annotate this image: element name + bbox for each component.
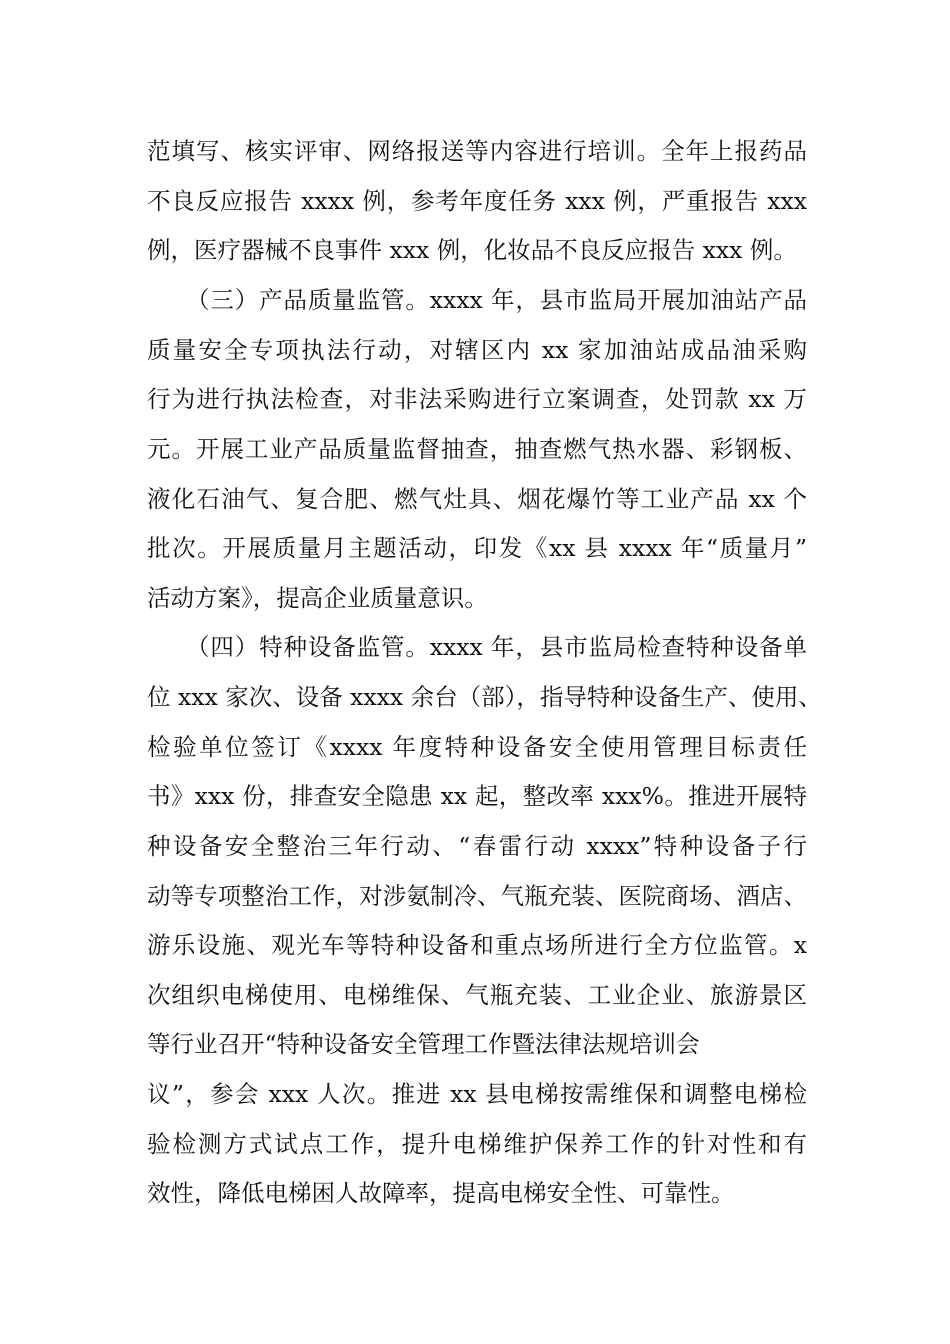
text-line: 验检测方式试点工作，提升电梯维护保养工作的针对性和有: [147, 1130, 807, 1158]
text-line: 游乐设施、观光车等特种设备和重点场所进行全方位监管。x: [147, 931, 807, 959]
text-line: 活动方案》，提高企业质量意识。: [147, 584, 488, 612]
text-line: 行为进行执法检查，对非法采购进行立案调查，处罚款 xx 万: [147, 385, 807, 413]
text-line: 次组织电梯使用、电梯维保、气瓶充装、工业企业、旅游景区: [147, 981, 807, 1009]
text-line: 不良反应报告 xxxx 例，参考年度任务 xxx 例，严重报告 xxx: [147, 187, 807, 215]
text-line: 动等专项整治工作，对涉氨制冷、气瓶充装、医院商场、酒店、: [147, 882, 807, 910]
text-line: 位 xxx 家次、设备 xxxx 余台（部），指导特种设备生产、使用、: [147, 683, 822, 711]
text-line: 种设备安全整治三年行动、“春雷行动 xxxx”特种设备子行: [147, 832, 807, 860]
section-heading-line: （三）产品质量监管。xxxx 年，县市监局开展加油站产品: [186, 286, 807, 314]
text-line: 检验单位签订《xxxx 年度特种设备安全使用管理目标责任: [147, 733, 807, 761]
section-heading-line: （四）特种设备监管。xxxx 年，县市监局检查特种设备单: [186, 633, 807, 661]
text-line: 液化石油气、复合肥、燃气灶具、烟花爆竹等工业产品 xx 个: [147, 485, 807, 513]
text-line: 书》xxx 份，排查安全隐患 xx 起，整改率 xxx%。推进开展特: [147, 782, 807, 810]
text-line: 例，医疗器械不良事件 xxx 例，化妆品不良反应报告 xxx 例。: [147, 236, 797, 264]
text-line: 质量安全专项执法行动，对辖区内 xx 家加油站成品油采购: [147, 336, 807, 364]
text-line: 范填写、核实评审、网络报送等内容进行培训。全年上报药品: [147, 137, 807, 165]
text-line: 元。开展工业产品质量监督抽查，抽查燃气热水器、彩钢板、: [147, 435, 807, 463]
text-line: 议”，参会 xxx 人次。推进 xx 县电梯按需维保和调整电梯检: [147, 1080, 807, 1108]
text-line: 批次。开展质量月主题活动，印发《xx 县 xxxx 年“质量月”: [147, 534, 807, 562]
text-line: 效性，降低电梯困人故障率，提高电梯安全性、可靠性。: [147, 1179, 735, 1207]
text-line: 等行业召开“特种设备安全管理工作暨法律法规培训会: [147, 1030, 700, 1058]
